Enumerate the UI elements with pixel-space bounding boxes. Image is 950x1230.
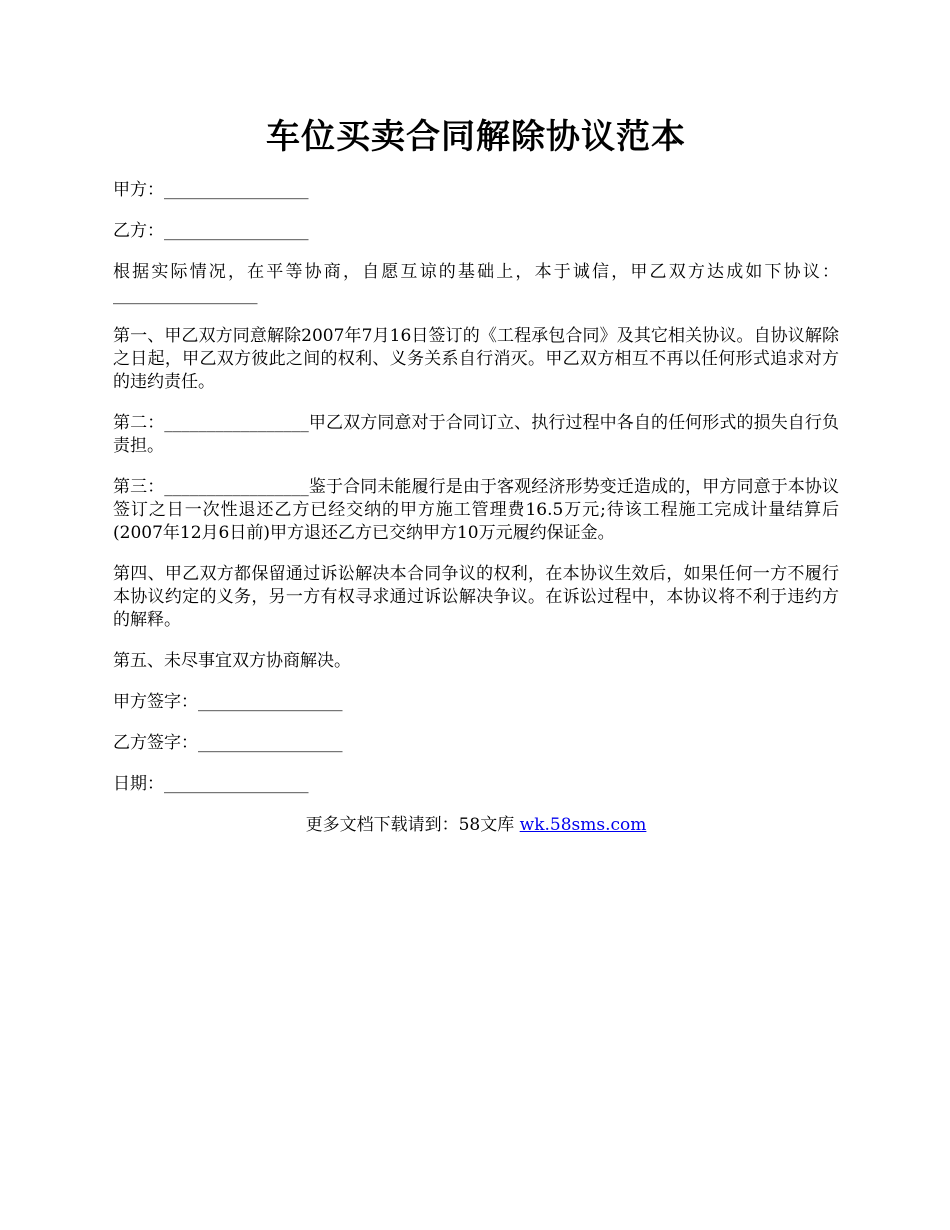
footer [113,814,839,837]
document-title: 车位买卖合同解除协议范本 [266,117,686,157]
clause-1: 第一、甲乙双方同意解除2007年7月16日签订的《工程承包合同》及其它相关协议。自协议解除之日起，甲乙双方彼此之间的权利、义务关系自行消灭。甲乙双方相互不再以任何形式追求对方的违约责任。 [113,326,839,392]
clause-4: 第四、甲乙双方都保留通过诉讼解决本合同争议的权利，在本协议生效后，如果任何一方不履行本协议约定的义务，另一方有权寻求通过诉讼解决争议。在诉讼过程中，本协议将不利于违约方的解释。 [113,564,839,630]
intro-paragraph: 根据实际情况，在平等协商，自愿互谅的基础上，本于诚信，甲乙双方达成如下协议：_________________ [113,262,839,305]
sign-b-line: 乙方签字：_________________ [113,733,343,753]
sign-a-line: 甲方签字：_________________ [113,692,343,712]
clause-5: 第五、未尽事宜双方协商解决。 [113,651,351,671]
clause-3: 第三：_________________鉴于合同未能履行是由于客观经济形势变迁造成的，甲方同意于本协议签订之日一次性退还乙方已经交纳的甲方施工管理费16.5万元;待该工程施工完成计量结算后(2007年12月6日前)甲方退还乙方已交纳甲方10万元履约保证金。 [113,477,839,543]
document-page [113,108,839,837]
party-a-line: 甲方：_________________ [113,180,309,200]
clause-2: 第二：_________________甲乙双方同意对于合同订立、执行过程中各自的任何形式的损失自行负责担。 [113,413,839,456]
footer-text: 更多文档下载请到：58文库 [305,815,520,835]
date-line: 日期：_________________ [113,774,309,794]
footer-link[interactable]: wk.58sms.com [519,815,647,835]
party-b-line: 乙方：_________________ [113,221,309,241]
